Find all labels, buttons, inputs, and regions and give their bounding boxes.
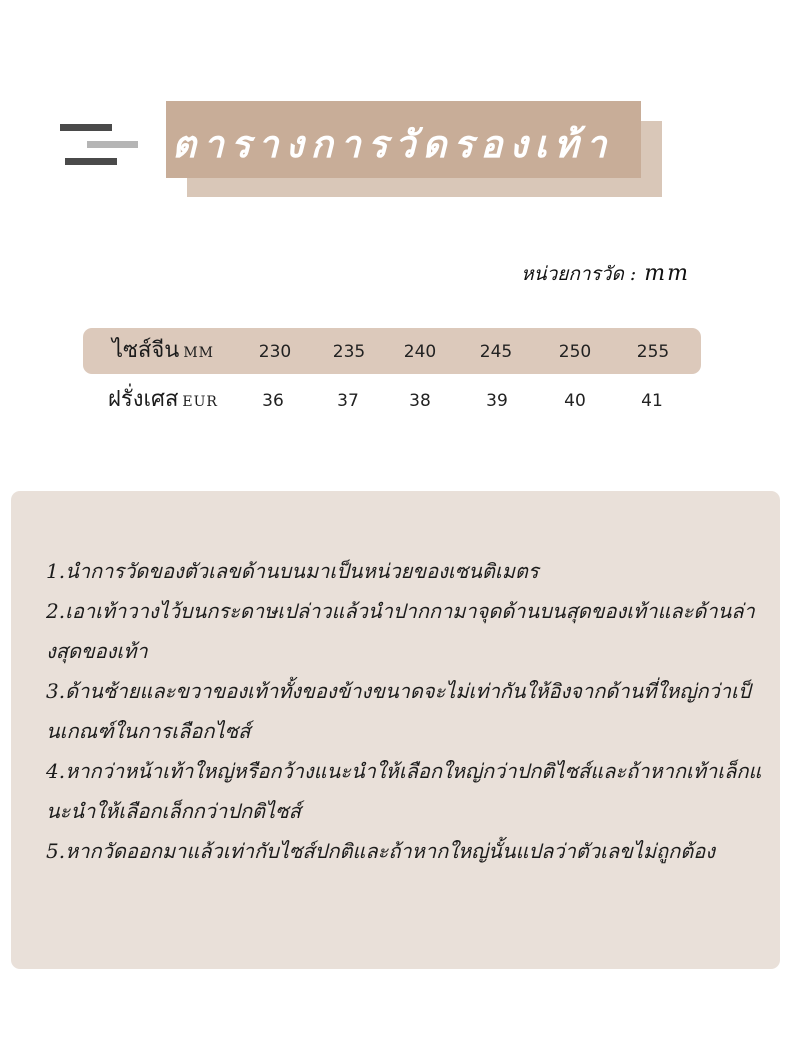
size-table [83,328,701,423]
size-cell: 240 [403,342,437,362]
size-cell: 38 [409,391,431,411]
size-cell: 39 [486,391,508,411]
note-item: 2.เอาเท้าวางไว้บนกระดาษเปล่าวแล้วนำปากกามาจุดด้านบนสุดของเท้าและด้านล่างสุดของเท้า [46,599,755,663]
size-cell: 41 [641,391,663,411]
title-banner [166,101,663,198]
measurement-unit [521,259,690,289]
row-unit-tag: MM [183,345,215,361]
note-item: 1.นำการวัดของตัวเลขด้านบนมาเป็นหน่วยของเซนติเมตร [46,559,539,583]
size-cell: 36 [262,391,284,411]
row-label-text: ฝรั่งเศส [108,387,179,412]
menu-line-top [60,124,112,131]
size-row-china [83,328,701,374]
note-item: 5.หากวัดออกมาแล้วเท่ากับไซส์ปกติและถ้าหากใหญ่นั้นแปลว่าตัวเลขไม่ถูกต้อง [46,839,716,863]
note-item: 3.ด้านซ้ายและขวาของเท้าทั้งของข้างขนาดจะไม่เท่ากันให้อิงจากด้านที่ใหญ่กว่าเป็นเกณฑ์ในการเลือกไซส์ [46,679,751,743]
size-cell: 230 [258,342,292,362]
menu-lines-icon [60,124,140,168]
row-label-text: ไซส์จีน [111,338,180,363]
size-row-eur [83,377,701,423]
unit-label: หน่วยการวัด : [521,263,637,285]
size-cell: 37 [337,391,359,411]
size-cell: 245 [479,342,513,362]
unit-value: mm [644,261,690,286]
menu-line-middle [87,141,138,148]
note-item: 4.หากว่าหน้าเท้าใหญ่หรือกว้างแนะนำให้เลือกใหญ่กว่าปกติไซส์และถ้าหากเท้าเล็กแนะนำให้เลือกเล็กกว่าปกติไซส์ [46,759,762,823]
notes-list [46,551,762,871]
row-label-eur [83,377,243,423]
row-label-china [83,328,243,374]
measurement-notes-card [11,491,780,969]
page-title: ตารางการวัดรองเท้า [172,122,614,166]
size-cell: 255 [636,342,670,362]
size-cell: 235 [332,342,366,362]
size-cell: 40 [564,391,586,411]
size-cell: 250 [558,342,592,362]
menu-line-bottom [65,158,117,165]
row-unit-tag: EUR [182,394,218,410]
